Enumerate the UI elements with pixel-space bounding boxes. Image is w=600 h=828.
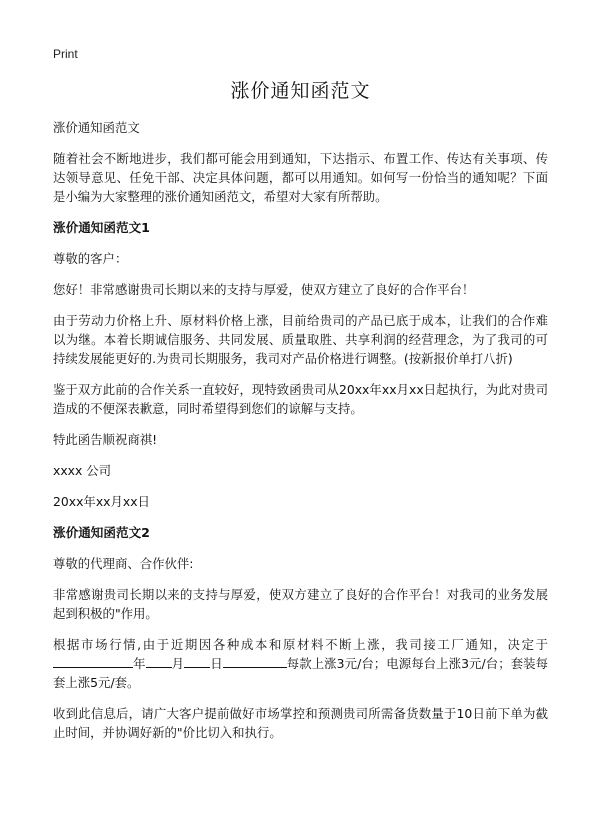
blank-line xyxy=(146,654,172,668)
document-title: 涨价通知函范文 xyxy=(230,80,371,102)
section1-closing: 特此函告顺祝商祺! xyxy=(53,432,158,447)
section1-company: xxxx 公司 xyxy=(53,463,112,478)
section1-paragraph-3: 鉴于双方此前的合作关系一直较好，现特致函贵司从20xx年xx月xx日起执行，为此对贵司造成的不便深表歉意，同时希望得到您们的谅解与支持。 xyxy=(53,382,548,416)
section2-paragraph-3: 收到此信息后，请广大客户提前做好市场掌控和预测贵司所需备货数量于10日前下单为截止时间，并协调好新的"价比切入和执行。 xyxy=(53,706,548,740)
intro-paragraph: 随着社会不断地进步，我们都可能会用到通知，下达指示、布置工作、传达有关事项、传达领导意见、任免干部、决定具体问题，都可以用通知。如何写一份恰当的通知呢？下面是小编为大家整理的涨价通知函范文，希望对大家有所帮助。 xyxy=(53,151,548,204)
section2-heading: 涨价通知函范文2 xyxy=(53,525,150,540)
blank-line xyxy=(184,654,210,668)
section2-p2-start: 根据市场行情,由于近期因各种成本和原材料不断上涨，我司接工厂通知，决定于 xyxy=(53,637,548,652)
section2-paragraph-1: 非常感谢贵司长期以来的支持与厚爱，使双方建立了良好的合作平台！对我司的业务发展起到积极的"作用。 xyxy=(53,587,548,621)
document-body xyxy=(53,78,548,754)
document-subtitle: 涨价通知函范文 xyxy=(53,120,140,135)
blank-line xyxy=(223,654,287,668)
section1-paragraph-2: 由于劳动力价格上升、原材料价格上涨，目前给贵司的产品已底于成本，让我们的合作难以为继。本着长期诚信服务、共同发展、质量取胜、共享利润的经营理念，为了我司的可持续发展能更好的.为贵司长期服务，我司对产品价格进行调整。(按新报价单打八折) xyxy=(53,313,548,366)
section2-paragraph-2 xyxy=(53,635,548,692)
section2-p2-end: 每款上涨3元/台；电源每台上涨3元/台；套装每套上涨5元/套。 xyxy=(53,656,549,690)
blank-line xyxy=(53,654,133,668)
section2-salutation: 尊敬的代理商、合作伙伴: xyxy=(53,556,194,571)
print-link[interactable]: Print xyxy=(53,47,78,61)
day-label: 日 xyxy=(210,656,223,671)
section1-paragraph-1: 您好！非常感谢贵司长期以来的支持与厚爱，使双方建立了良好的合作平台！ xyxy=(53,282,475,297)
section1-heading: 涨价通知函范文1 xyxy=(53,220,150,235)
year-label: 年 xyxy=(133,656,146,671)
section1-date: 20xx年xx月xx日 xyxy=(53,494,150,509)
section1-salutation: 尊敬的客户： xyxy=(53,251,128,266)
month-label: 月 xyxy=(171,656,185,671)
